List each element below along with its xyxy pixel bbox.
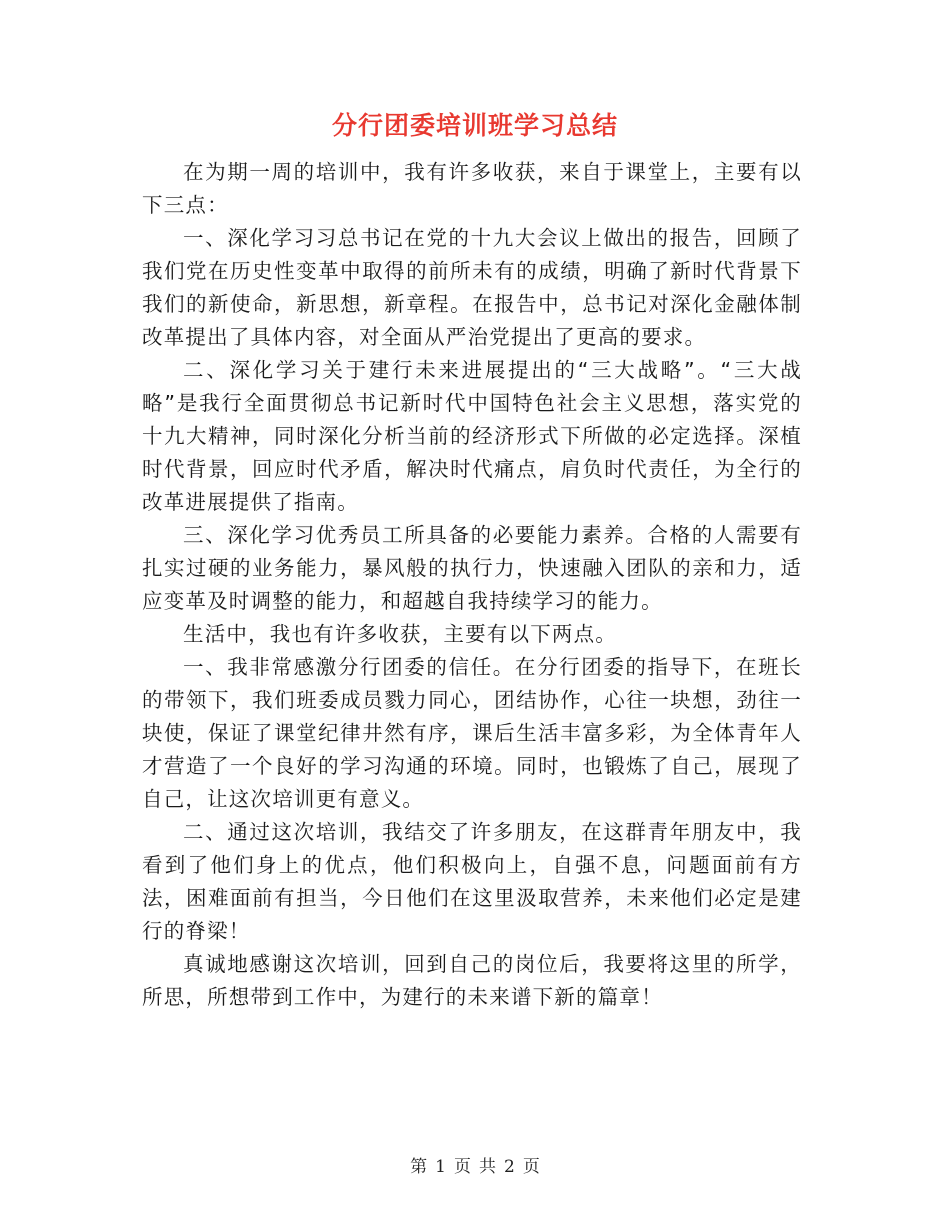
- life-point-1: 一、我非常感激分行团委的信任。在分行团委的指导下，在班长的带领下，我们班委成员戮力同心，团结协作，心往一块想，劲往一块使，保证了课堂纪律井然有序，课后生活丰富多彩，为全体青年人才营造了一个良好的学习沟通的环境。同时，也锻炼了自己，展现了自己，让这次培训更有意义。: [142, 655, 802, 811]
- page-footer: [0, 1155, 950, 1179]
- current-page-number: 1: [435, 1157, 446, 1177]
- footer-prefix: 第: [410, 1157, 428, 1177]
- study-point-3: 三、深化学习优秀员工所具备的必要能力素养。合格的人需要有扎实过硬的业务能力，暴风般的执行力，快速融入团队的亲和力，适应变革及时调整的能力，和超越自我持续学习的能力。: [142, 523, 802, 613]
- study-point-1: 一、深化学习习总书记在党的十九大会议上做出的报告，回顾了我们党在历史性变革中取得的前所未有的成绩，明确了新时代背景下我们的新使命，新思想，新章程。在报告中，总书记对深化金融体制改革提出了具体内容，对全面从严治党提出了更高的要求。: [142, 226, 802, 349]
- document-body: [142, 156, 802, 1014]
- life-intro-paragraph: 生活中，我也有许多收获，主要有以下两点。: [183, 622, 617, 646]
- document-title: 分行团委培训班学习总结: [331, 111, 618, 140]
- life-point-2: 二、通过这次培训，我结交了许多朋友，在这群青年朋友中，我看到了他们身上的优点，他们积极向上，自强不息，问题面前有方法，困难面前有担当，今日他们在这里汲取营养，未来他们必定是建行的脊梁！: [142, 820, 802, 943]
- total-pages-number: 2: [504, 1157, 515, 1177]
- closing-paragraph: 真诚地感谢这次培训，回到自己的岗位后，我要将这里的所学，所思，所想带到工作中，为建行的未来谱下新的篇章！: [142, 952, 802, 1009]
- footer-suffix: 页: [522, 1157, 540, 1177]
- intro-paragraph: 在为期一周的培训中，我有许多收获，来自于课堂上，主要有以下三点：: [142, 160, 802, 217]
- footer-page-word: 页: [454, 1157, 471, 1177]
- footer-total-prefix: 共: [479, 1157, 496, 1177]
- study-point-2: 二、深化学习关于建行未来进展提出的“三大战略”。“三大战略”是我行全面贯彻总书记新时代中国特色社会主义思想，落实党的十九大精神，同时深化分析当前的经济形式下所做的必定选择。深植时代背景，回应时代矛盾，解决时代痛点，肩负时代责任，为全行的改革进展提供了指南。: [142, 358, 802, 514]
